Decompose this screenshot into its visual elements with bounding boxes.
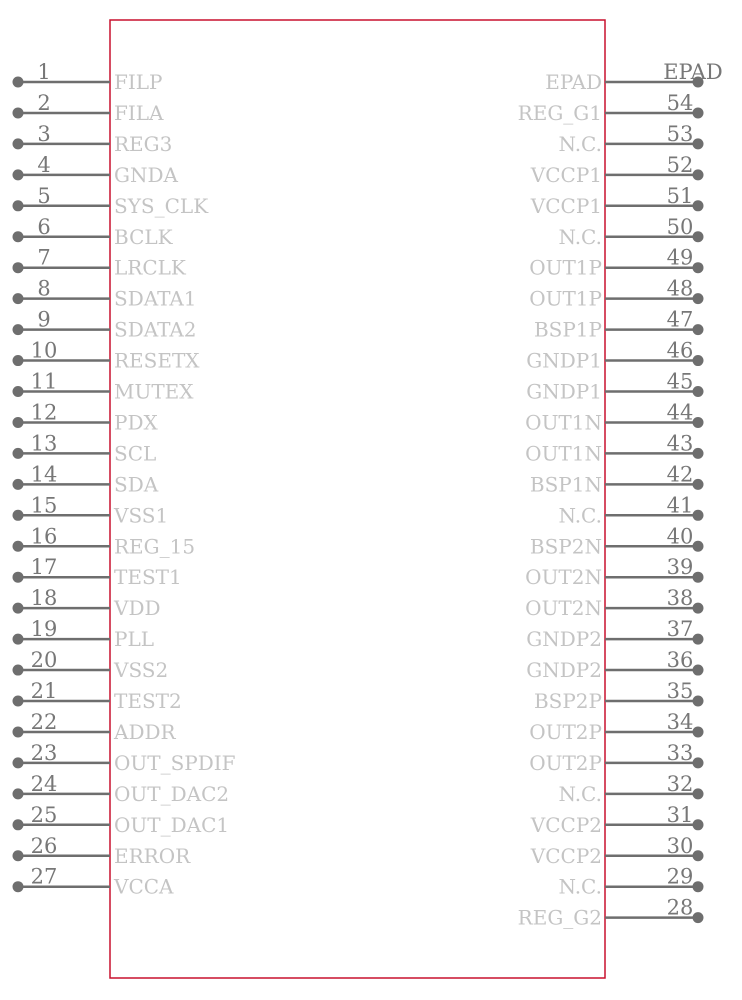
pin-45 [526,370,703,404]
pin-number: 43 [666,431,694,456]
pin-number: 11 [30,369,58,394]
pin-name: SDA [114,472,159,497]
pin-31 [530,803,704,837]
pin-name: VSS1 [114,503,169,528]
pin-20 [13,648,169,682]
pin-name: SDATA1 [114,286,197,311]
pin-name: N.C. [558,503,602,528]
pin-endpoint-dot [693,634,704,645]
pin-number: EPAD [663,60,723,84]
pin-endpoint-dot [13,200,24,211]
pin-4 [13,153,179,187]
right-pin-column [518,60,723,930]
pin-name: OUT2P [529,719,602,744]
pin-endpoint-dot [13,788,24,799]
pin-endpoint-dot [13,231,24,242]
pin-number: 21 [30,679,58,703]
pin-number: 23 [30,740,58,765]
pin-endpoint-dot [13,169,24,180]
pin-endpoint-dot [13,417,24,428]
pin-name: VCCP1 [530,162,602,187]
pin-number: 3 [37,121,51,146]
pin-number: 42 [666,462,694,487]
pin-endpoint-dot [13,138,24,149]
pin-number: 25 [30,802,58,827]
pin-name: GNDP2 [526,627,602,652]
pin-51 [530,184,704,218]
pin-name: OUT_DAC2 [114,781,230,806]
pin-name: EPAD [545,70,602,94]
pin-50 [558,215,703,249]
pin-28 [518,896,704,930]
pin-name: OUT2N [525,596,602,621]
pin-endpoint-dot [13,850,24,861]
pin-10 [13,339,201,373]
pin-number: 15 [30,493,58,518]
pin-endpoint-dot [693,324,704,335]
pin-number: 9 [37,307,51,332]
pin-name: REG_G1 [517,100,602,125]
pin-name: BCLK [114,224,173,249]
pin-48 [529,277,703,311]
pin-name: VSS2 [114,658,169,683]
pin-name: OUT2N [525,565,602,590]
pin-name: GNDP2 [526,658,602,683]
pin-name: REG3 [114,131,173,156]
pin-endpoint-dot [13,881,24,892]
pin-7 [13,246,187,280]
pin-number: 10 [30,338,58,363]
pin-name: OUT1N [525,441,602,466]
pin-22 [13,710,177,744]
pin-endpoint-dot [693,696,704,707]
pin-endpoint-dot [13,448,24,459]
pin-name: TEST2 [114,689,182,713]
pin-2 [13,91,165,125]
pin-name: VCCP2 [530,812,602,837]
left-pin-column [13,60,236,899]
pin-name: REG_G2 [517,905,602,930]
pin-number: 13 [30,431,58,456]
pin-number: 48 [666,276,694,301]
pin-name: N.C. [558,224,602,249]
pin-endpoint-dot [13,572,24,583]
pin-name: TEST1 [114,565,182,590]
pin-number: 53 [666,121,694,146]
pin-endpoint-dot [13,262,24,273]
pin-name: FILP [114,70,163,94]
pin-name: BSP2N [529,534,602,559]
pin-number: 8 [37,276,51,301]
pin-endpoint-dot [693,107,704,118]
pin-name: VCCA [114,874,174,899]
pin-number: 50 [666,214,694,239]
pin-endpoint-dot [693,788,704,799]
pin-name: OUT_SPDIF [114,750,236,775]
pin-endpoint-dot [693,138,704,149]
pin-endpoint-dot [693,912,704,923]
pin-endpoint-dot [13,479,24,490]
pin-name: ADDR [114,719,176,744]
pin-number: 40 [666,524,694,549]
pin-EPAD [545,60,722,94]
pin-23 [13,741,236,775]
pin-39 [525,555,703,589]
pin-endpoint-dot [13,665,24,676]
pin-number: 39 [666,555,694,580]
pin-endpoint-dot [693,386,704,397]
pin-number: 31 [666,802,694,827]
pin-number: 5 [37,183,51,208]
pin-name: N.C. [558,874,602,899]
pin-endpoint-dot [693,541,704,552]
pin-endpoint-dot [13,819,24,830]
pin-name: SCL [114,441,157,466]
pin-name: MUTEX [114,379,194,404]
pin-endpoint-dot [693,757,704,768]
pin-1 [13,60,163,94]
pin-number: 45 [666,369,694,394]
pin-42 [530,462,704,496]
pin-number: 7 [37,245,51,270]
pin-name: REG_15 [114,534,196,559]
pin-47 [534,308,704,342]
pin-endpoint-dot [13,293,24,304]
pin-endpoint-dot [13,541,24,552]
pin-name: OUT1N [525,410,602,435]
pin-endpoint-dot [693,262,704,273]
pin-number: 18 [30,586,58,611]
pin-name: OUT1P [529,286,602,311]
pin-3 [13,122,173,156]
pin-name: SYS_CLK [114,193,209,218]
pin-endpoint-dot [693,200,704,211]
pin-13 [13,431,157,465]
pin-name: OUT2P [529,750,602,775]
pin-14 [13,462,159,496]
pin-endpoint-dot [13,107,24,118]
pin-name: N.C. [558,781,602,806]
pin-26 [13,834,192,868]
pin-name: GNDP1 [526,379,602,404]
pin-number: 12 [30,400,58,425]
pin-number: 41 [666,493,694,518]
pin-number: 20 [30,648,58,673]
pin-number: 52 [666,152,694,177]
pin-number: 38 [666,586,694,611]
pin-name: PDX [114,410,158,435]
pin-endpoint-dot [693,850,704,861]
pin-37 [526,617,703,651]
pin-name: VDD [114,596,161,621]
pin-17 [13,555,182,589]
pin-49 [529,246,703,280]
pin-9 [13,308,197,342]
pin-number: 17 [30,555,58,580]
pin-endpoint-dot [693,665,704,676]
pin-name: VCCP2 [530,843,602,868]
pin-endpoint-dot [13,696,24,707]
pin-endpoint-dot [693,293,704,304]
pin-number: 16 [30,524,58,549]
pin-endpoint-dot [693,355,704,366]
pin-number: 19 [30,617,58,642]
pin-40 [530,524,704,558]
pin-43 [525,431,703,465]
pin-46 [526,339,703,373]
pin-number: 34 [666,709,694,734]
pin-number: 22 [30,709,58,734]
pin-endpoint-dot [693,881,704,892]
pin-number: 27 [30,864,58,889]
pin-endpoint-dot [13,355,24,366]
pin-41 [558,493,703,527]
pin-name: GNDP1 [526,348,602,373]
pin-endpoint-dot [13,726,24,737]
pin-endpoint-dot [13,757,24,768]
pin-endpoint-dot [693,448,704,459]
pin-name: SDATA2 [114,317,197,342]
pin-number: 37 [666,617,694,642]
pin-name: GNDA [114,162,178,187]
pin-5 [13,184,210,218]
pin-endpoint-dot [693,231,704,242]
pin-endpoint-dot [693,819,704,830]
pin-number: 2 [37,90,51,115]
pin-number: 54 [666,90,694,115]
pin-number: 35 [666,679,694,703]
pin-endpoint-dot [693,603,704,614]
pin-8 [13,277,197,311]
pin-44 [525,400,703,434]
pin-name: BSP1N [529,472,602,497]
pin-25 [13,803,230,837]
pin-endpoint-dot [13,386,24,397]
pin-number: 46 [666,338,694,363]
pin-24 [13,772,230,806]
pin-29 [558,865,703,899]
pin-15 [13,493,169,527]
pin-endpoint-dot [13,77,24,88]
pin-number: 14 [30,462,58,487]
pin-number: 49 [666,245,694,270]
pin-endpoint-dot [13,634,24,645]
pin-name: N.C. [558,131,602,156]
pin-name: BSP1P [533,317,602,342]
pin-endpoint-dot [693,510,704,521]
pin-name: FILA [114,100,164,125]
pin-11 [13,370,195,404]
pin-36 [526,648,703,682]
pin-27 [13,865,175,899]
pin-6 [13,215,174,249]
pin-name: VCCP1 [530,193,602,218]
pin-34 [529,710,703,744]
pin-33 [529,741,703,775]
pin-number: 24 [30,771,58,796]
pin-endpoint-dot [693,726,704,737]
pin-number: 33 [666,740,694,765]
pin-endpoint-dot [13,603,24,614]
pin-30 [530,834,704,868]
pin-53 [558,122,703,156]
pin-number: 36 [666,648,694,673]
pin-name: ERROR [114,843,191,868]
pin-name: PLL [114,627,155,652]
pin-19 [13,617,155,651]
pin-name: LRCLK [114,255,186,280]
pin-endpoint-dot [693,572,704,583]
pin-endpoint-dot [693,417,704,428]
pin-number: 1 [37,60,51,84]
pin-18 [13,586,161,620]
pin-number: 47 [666,307,694,332]
pin-38 [525,586,703,620]
pin-number: 26 [30,833,58,858]
pin-number: 4 [37,152,51,177]
pin-52 [530,153,704,187]
pin-54 [518,91,704,125]
pin-number: 32 [666,771,694,796]
pin-endpoint-dot [13,510,24,521]
pin-12 [13,400,159,434]
pin-number: 29 [666,864,694,889]
pin-number: 44 [666,400,694,425]
pin-name: OUT1P [529,255,602,280]
pin-name: RESETX [114,348,200,373]
pin-number: 28 [666,895,694,920]
pin-16 [13,524,196,558]
pin-name: BSP2P [533,689,602,713]
pin-32 [558,772,703,806]
pin-name: OUT_DAC1 [114,812,230,837]
pin-35 [534,679,704,713]
pin-number: 30 [666,833,694,858]
pin-21 [13,679,182,713]
pin-number: 51 [666,183,694,208]
pin-endpoint-dot [693,479,704,490]
pin-endpoint-dot [693,169,704,180]
pin-number: 6 [37,214,51,239]
pin-endpoint-dot [13,324,24,335]
